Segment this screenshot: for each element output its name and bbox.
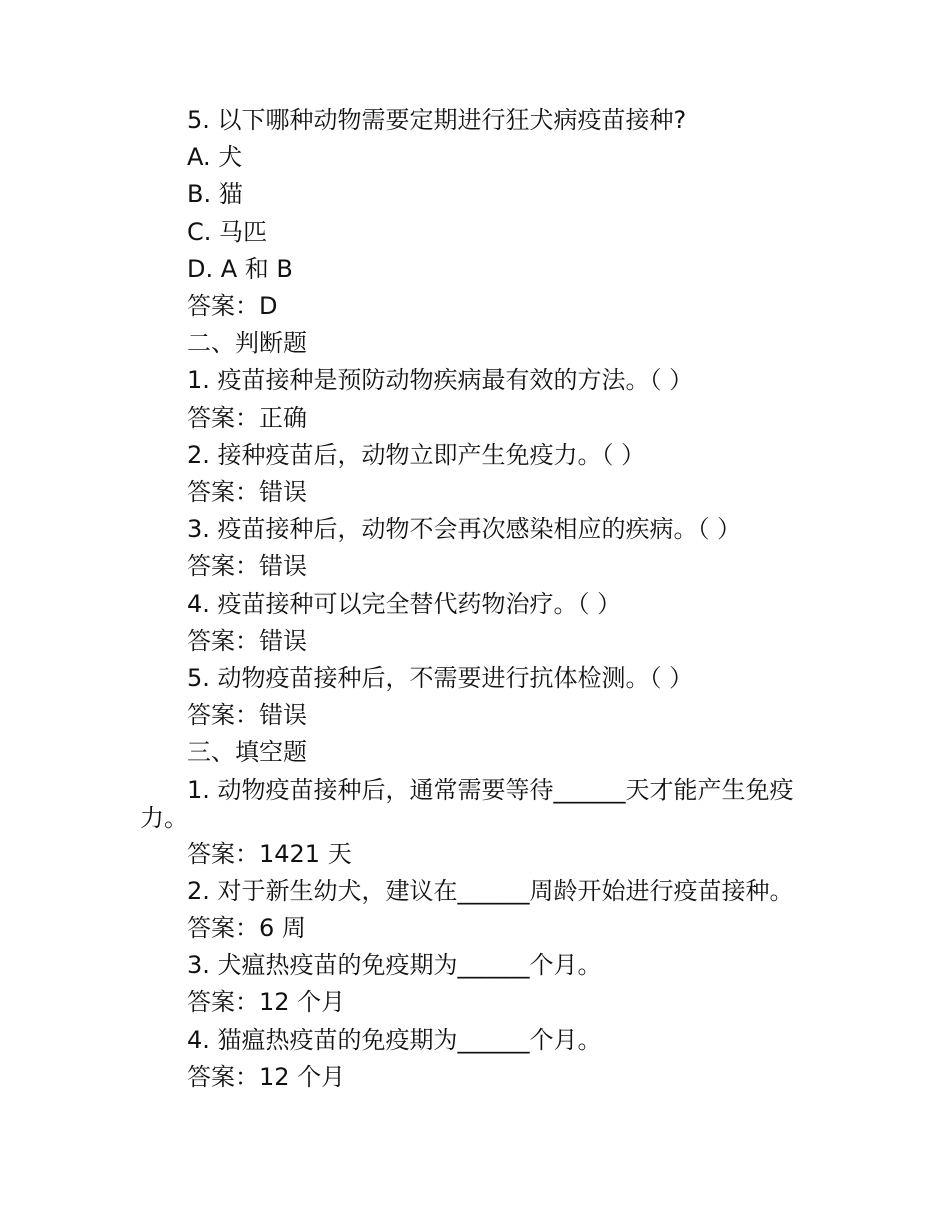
answer-text: 答案：1421 天 (187, 839, 352, 868)
question-text: 3. 疫苗接种后，动物不会再次感染相应的疾病。（ ） (187, 515, 742, 544)
section-heading: 三、填空题 (187, 738, 307, 767)
answer-text: 答案：错误 (187, 478, 307, 507)
answer-text: 答案：错误 (187, 701, 307, 730)
answer-text: 答案：12 个月 (187, 1062, 346, 1091)
answer-text: 答案：12 个月 (187, 988, 346, 1017)
question-text: 2. 对于新生幼犬，建议在______周龄开始进行疫苗接种。 (187, 876, 794, 905)
question-text: 4. 猫瘟热疫苗的免疫期为______个月。 (187, 1025, 602, 1054)
answer-text: 答案：错误 (187, 626, 307, 655)
document-body (140, 102, 820, 1096)
answer-text: 答案：D (187, 292, 278, 321)
answer-text: 答案：6 周 (187, 914, 306, 943)
question-text: 5. 以下哪种动物需要定期进行狂犬病疫苗接种? (187, 106, 687, 134)
option-text: A. 犬 (187, 143, 243, 172)
question-text: 1. 动物疫苗接种后，通常需要等待______天才能产生免疫力。 (140, 775, 794, 832)
answer-text: 答案：错误 (187, 552, 307, 581)
question-text: 3. 犬瘟热疫苗的免疫期为______个月。 (187, 951, 602, 980)
question-text: 4. 疫苗接种可以完全替代药物治疗。（ ） (187, 589, 622, 618)
option-text: D. A 和 B (187, 254, 293, 283)
section-heading: 二、判断题 (187, 329, 307, 358)
option-text: C. 马匹 (187, 217, 268, 246)
answer-text: 答案：正确 (187, 403, 307, 432)
option-text: B. 猫 (187, 180, 243, 209)
question-text: 1. 疫苗接种是预防动物疾病最有效的方法。（ ） (187, 366, 694, 395)
question-text: 2. 接种疫苗后，动物立即产生免疫力。（ ） (187, 440, 646, 469)
question-text: 5. 动物疫苗接种后，不需要进行抗体检测。（ ） (187, 664, 694, 693)
